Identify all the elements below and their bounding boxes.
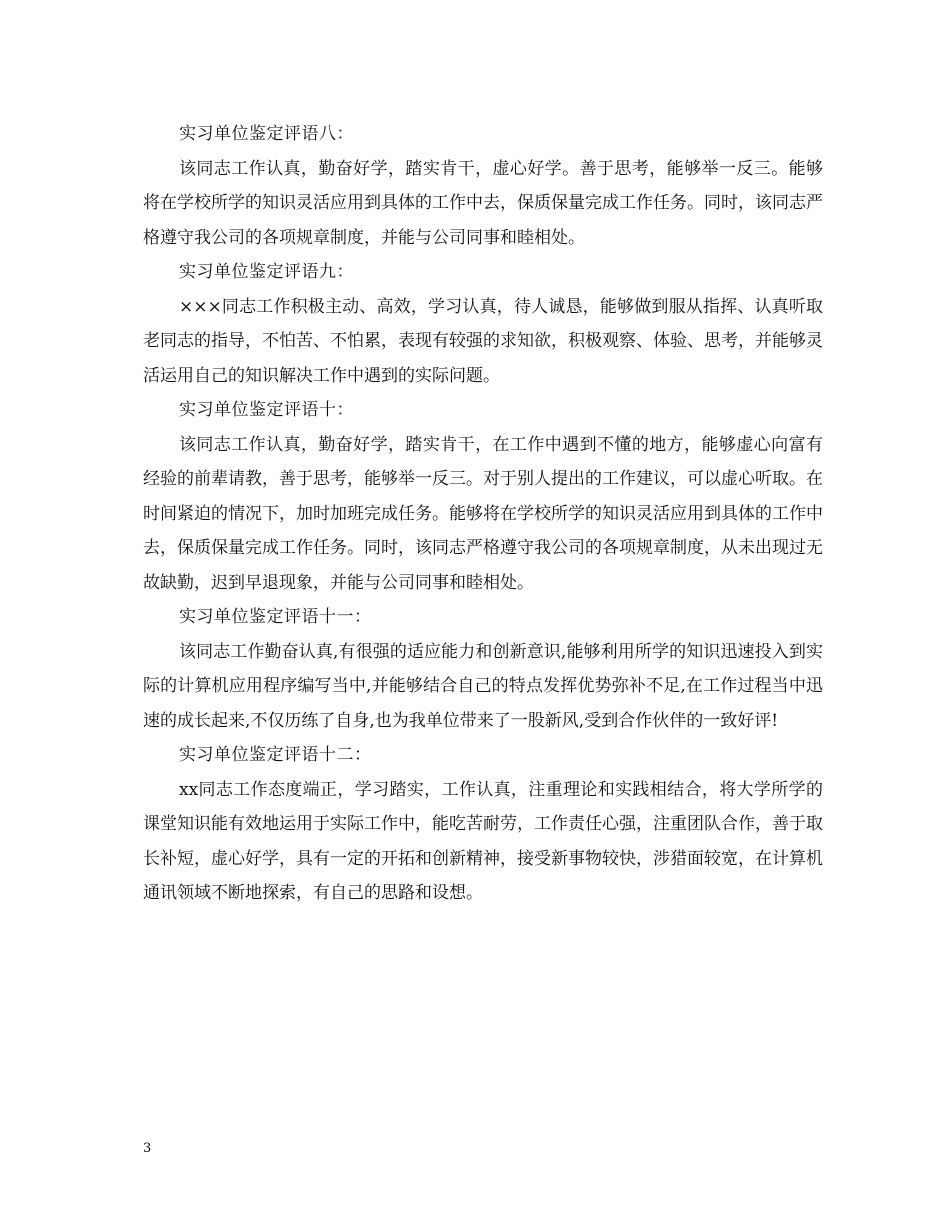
section-paragraph-8: 该同志工作认真，勤奋好学，踏实肯干，虚心好学。善于思考，能够举一反三。能够将在学校所学的知识灵活应用到具体的工作中去，保质保量完成工作任务。同时，该同志严格遵守我公司的各项规章制度，并能与公司同事和睦相处。 (143, 158, 823, 248)
section-paragraph-10: 该同志工作认真，勤奋好学，踏实肯干，在工作中遇到不懂的地方，能够虚心向富有经验的前辈请教，善于思考，能够举一反三。对于别人提出的工作建议，可以虚心听取。在时间紧迫的情况下，加时加班完成任务。能够将在学校所学的知识灵活应用到具体的工作中去，保质保量完成工作任务。同时，该同志严格遵守我公司的各项规章制度，从未出现过无故缺勤，迟到早退现象，并能与公司同事和睦相处。 (143, 434, 823, 593)
section-heading-10: 实习单位鉴定评语十： (179, 400, 354, 420)
section-heading-11: 实习单位鉴定评语十一： (179, 607, 372, 627)
section-paragraph-9: ×××同志工作积极主动、高效，学习认真，待人诚恳，能够做到服从指挥、认真听取老同志的指导，不怕苦、不怕累，表现有较强的求知欲，积极观察、体验、思考，并能够灵活运用自己的知识解决工作中遇到的实际问题。 (143, 296, 823, 386)
section-paragraph-12: xx同志工作态度端正，学习踏实，工作认真，注重理论和实践相结合，将大学所学的课堂知识能有效地运用于实际工作中，能吃苦耐劳，工作责任心强，注重团队合作，善于取长补短，虚心好学，具有一定的开拓和创新精神，接受新事物较快，涉猎面较宽，在计算机通讯领域不断地探索，有自己的思路和设想。 (143, 779, 823, 903)
section-heading-9: 实习单位鉴定评语九： (179, 262, 354, 282)
section-paragraph-11: 该同志工作勤奋认真,有很强的适应能力和创新意识,能够利用所学的知识迅速投入到实际的计算机应用程序编写当中,并能够结合自己的特点发挥优势弥补不足,在工作过程当中迅速的成长起来,不仅历练了自身,也为我单位带来了一股新风,受到合作伙伴的一致好评! (143, 641, 823, 731)
section-heading-8: 实习单位鉴定评语八： (179, 124, 354, 144)
section-heading-12: 实习单位鉴定评语十二： (179, 745, 372, 765)
document-body (143, 117, 823, 911)
page-number: 3 (143, 1141, 152, 1156)
